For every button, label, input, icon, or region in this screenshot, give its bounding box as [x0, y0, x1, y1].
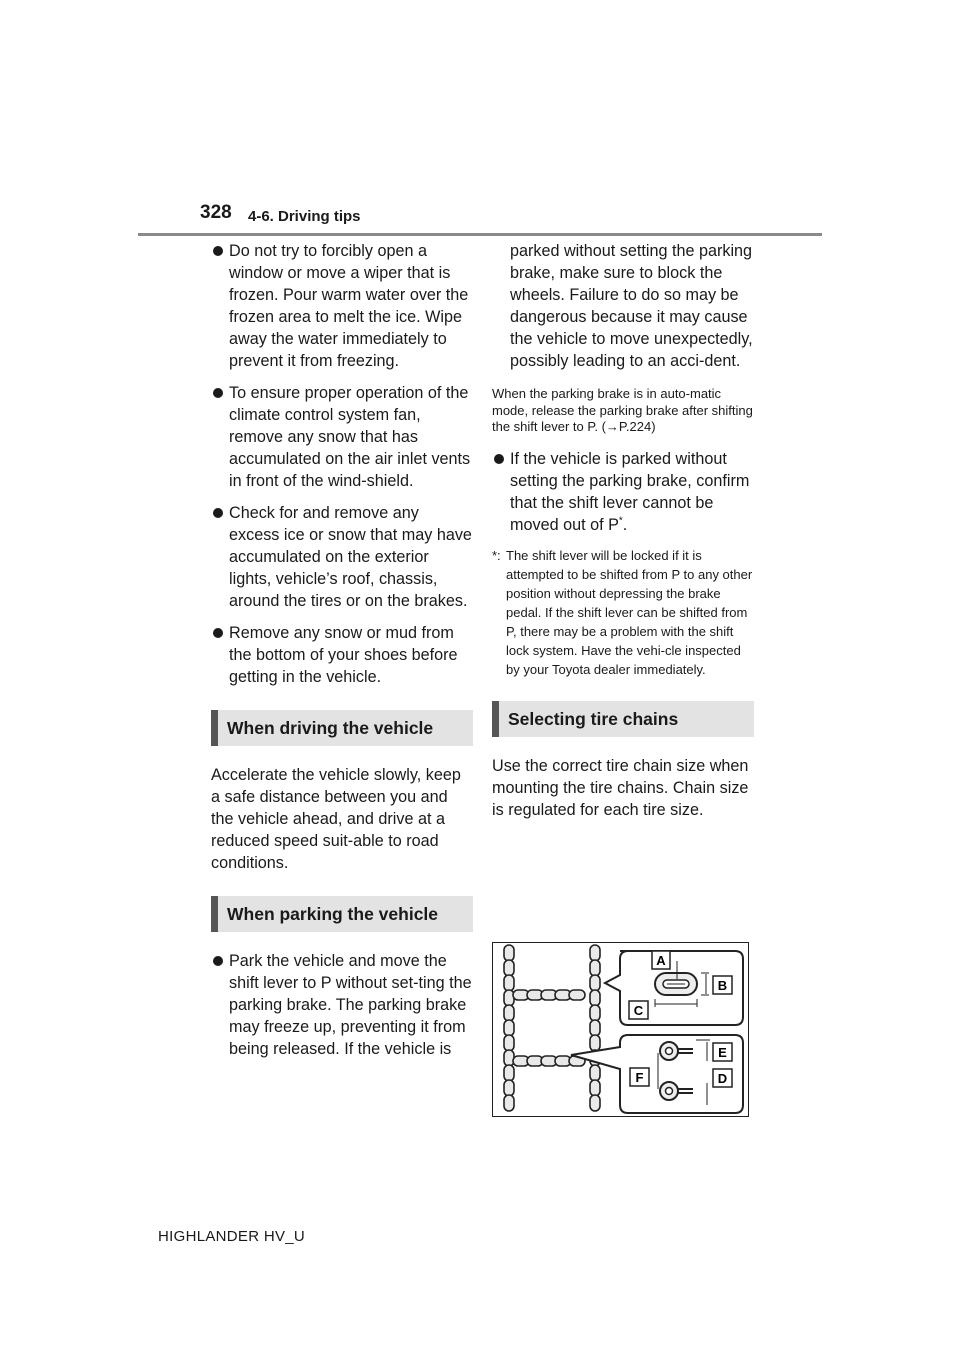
heading-parking: When parking the vehicle: [211, 896, 473, 932]
right-vertical-chain: [590, 945, 600, 1111]
label-e: E: [718, 1045, 727, 1060]
parking-continued: parked without setting the parking brake, make sure to block the wheels. Failure to do so may be dangerous because it may cause the vehicle to move unexpectedly, possibly leading to an acci-dent.: [510, 242, 753, 370]
footnote-text: The shift lever will be locked if it is attempted to be shifted from P to any other position without depressing the brake pedal. If the shift lever can be shifted from P, there may be a problem with the shift lock system. Have the vehi-cle inspected by your Toyota dealer immediately.: [506, 547, 753, 677]
label-a: A: [656, 953, 666, 968]
lower-cross-chain: [513, 1056, 585, 1066]
heading-tire-chains: Selecting tire chains: [492, 701, 754, 737]
left-column: [211, 240, 473, 1070]
footnote-mark: *:: [492, 547, 501, 563]
bullet-parking: Park the vehicle and move the shift lever to P without set-ting the parking brake. The parking brake may freeze up, preventing it from being released. If the vehicle is: [211, 950, 473, 1060]
tire-chains-text: Use the correct tire chain size when mounting the tire chains. Chain size is regulated for each tire size.: [492, 756, 749, 819]
header-rule: [138, 233, 822, 236]
label-d: D: [717, 1071, 728, 1086]
label-f-box: [630, 1068, 649, 1086]
footnote: [492, 546, 754, 679]
bullet-shift-lever-text: If the vehicle is parked without setting the parking brake, confirm that the shift lever cannot be moved out of P: [510, 449, 750, 534]
label-f: F: [635, 1070, 644, 1085]
driving-text: Accelerate the vehicle slowly, keep a safe distance between you and the vehicle ahead, and drive at a reduced speed suit-able to road conditions.: [211, 766, 461, 872]
bullet-shift-lever: [492, 448, 754, 536]
label-c: C: [633, 1003, 644, 1018]
label-b-box: [713, 976, 732, 994]
footer-model: HIGHLANDER HV_U: [158, 1228, 306, 1245]
bullet-shift-lever-end: .: [622, 515, 628, 534]
label-e-box: [713, 1043, 732, 1061]
right-column: [492, 240, 754, 821]
label-a-box: [652, 951, 670, 969]
tire-chain-illustration: [493, 943, 747, 1115]
left-vertical-chain: [504, 945, 514, 1111]
bullet-remove-ice: Check for and remove any excess ice or snow that may have accumulated on the exterior lights, vehicle’s roof, chassis, around the tires or on the brakes.: [211, 502, 473, 612]
upper-cross-chain: [513, 990, 585, 1000]
bullet-frozen-window: Do not try to forcibly open a window or move a wiper that is frozen. Pour warm water over the frozen area to melt the ice. Wipe away the water immediately to prevent it from freezing.: [211, 240, 473, 372]
label-d-box: [713, 1069, 732, 1087]
bullet-shoes: Remove any snow or mud from the bottom of your shoes before getting in the vehicle.: [211, 622, 473, 688]
label-c-box: [629, 1001, 648, 1019]
footnote-ref: *: [618, 515, 623, 527]
page-number: 328: [200, 202, 232, 223]
parking-brake-note: When the parking brake is in auto-matic mode, release the parking brake after shifting the shift lever to P. (→P.224): [492, 386, 753, 434]
label-b: B: [717, 978, 728, 993]
tire-chain-figure: [492, 942, 749, 1117]
heading-driving: When driving the vehicle: [211, 710, 473, 746]
bullet-climate-fan: To ensure proper operation of the climate control system fan, remove any snow that has accumulated on the air inlet vents in front of the wind-shield.: [211, 382, 473, 492]
section-title: 4-6. Driving tips: [248, 208, 361, 225]
